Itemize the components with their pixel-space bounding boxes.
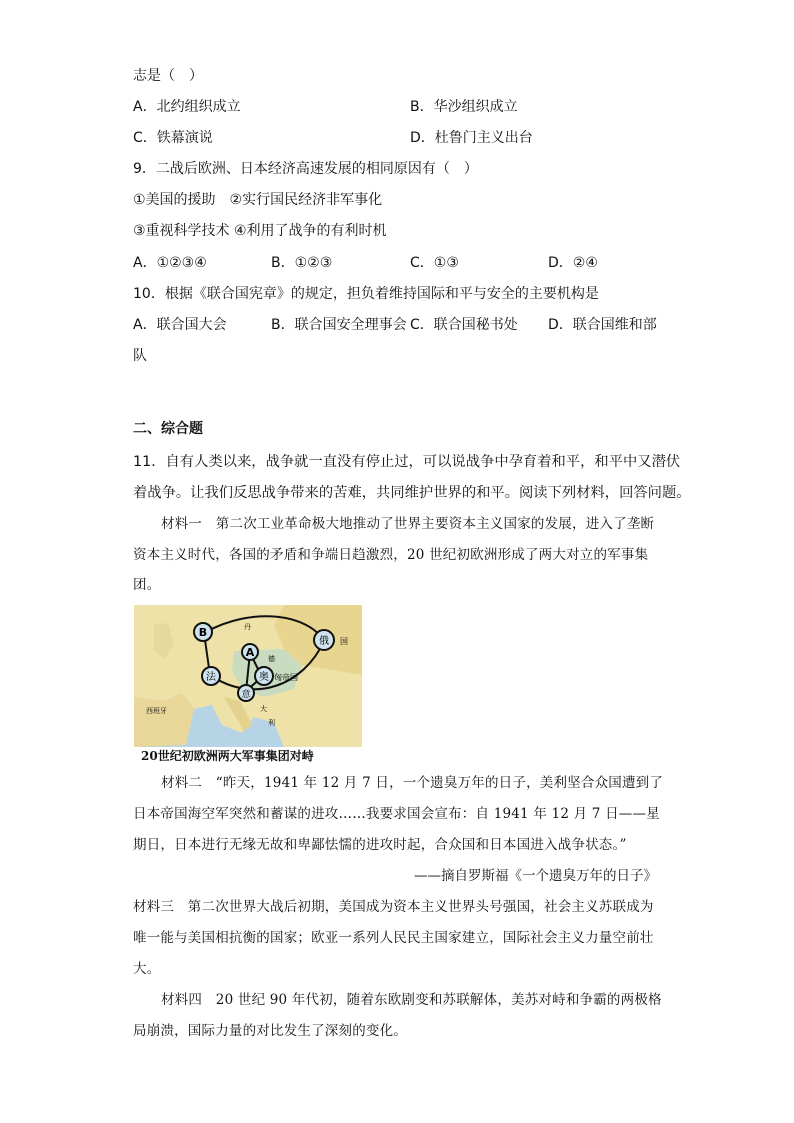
q10-option-d-wrap: 队 [133, 348, 147, 364]
q9-option-b: B．①②③ [271, 255, 333, 271]
q8-option-c: C．铁幕演说 [133, 130, 213, 146]
map-side-label-denmark: 丹 [244, 623, 251, 631]
material-2-line-1: 材料二 “昨天，1941 年 12 月 7 日，一个遗臭万年的日子，美利坚合众国遭到了 [161, 775, 664, 791]
material-1-line-2: 资本主义时代，各国的矛盾和争端日趋激烈，20 世纪初欧洲形成了两大对立的军事集 [133, 547, 649, 563]
q8-option-a: A．北约组织成立 [133, 99, 241, 115]
europe-alliances-map [134, 605, 362, 747]
q9-stem: 9．二战后欧洲、日本经济高速发展的相同原因有（ ） [133, 161, 478, 177]
material-1-line-3: 团。 [133, 577, 161, 593]
map-caption: 20世纪初欧洲两大军事集团对峙 [141, 749, 314, 763]
q10-stem: 10．根据《联合国宪章》的规定，担负着维持国际和平与安全的主要机构是 [133, 286, 599, 302]
material-4-line-2: 局崩溃，国际力量的对比发生了深刻的变化。 [133, 1023, 407, 1039]
q9-items-line-1: ①美国的援助 ②实行国民经济非军事化 [133, 192, 383, 208]
map-side-label-da: 大 [260, 705, 267, 713]
q9-option-c: C．①③ [410, 255, 459, 271]
map-label-france: 法 [206, 672, 216, 683]
material-3-line-2: 唯一能与美国相抗衡的国家；欧亚一系列人民民主国家建立，国际社会主义力量空前壮 [133, 930, 654, 946]
map-side-label-spain: 西班牙 [146, 707, 167, 715]
material-2-line-2: 日本帝国海空军突然和蓄谋的进攻……我要求国会宣布：自 1941 年 12 月 7 日——星 [133, 806, 660, 822]
map-side-label-hungary: 匈帝国 [274, 673, 298, 682]
q9-items-line-2: ③重视科学技术 ④利用了战争的有利时机 [133, 223, 387, 239]
q9-option-d: D．②④ [548, 255, 598, 271]
q8-stem-tail: 志是（ ） [133, 68, 203, 84]
material-3-line-1: 材料三 第二次世界大战后初期，美国成为资本主义世界头号强国，社会主义苏联成为 [133, 899, 654, 915]
map-iberia [134, 693, 194, 747]
map-side-label-guo: 国 [340, 637, 348, 646]
map-side-label-li: 利 [268, 719, 275, 727]
map-label-b: B [198, 626, 208, 639]
q10-option-d: D．联合国维和部 [548, 317, 657, 333]
material-2-line-3: 期日，日本进行无缘无故和卑鄙怯懦的进攻时起，合众国和日本国进入战争状态。” [133, 837, 627, 853]
map-side-label-germany: 德 [268, 655, 275, 663]
q9-option-a: A．①②③④ [133, 255, 207, 271]
q11-stem-line-2: 着战争。让我们反思战争带来的苦难，共同维护世界的和平。阅读下列材料，回答问题。 [133, 485, 691, 501]
map-label-a: A [245, 646, 255, 659]
q10-option-b: B．联合国安全理事会 [271, 317, 407, 333]
section-heading: 二、综合题 [133, 421, 203, 437]
map-label-russia: 俄 [319, 636, 329, 647]
material-4-line-1: 材料四 20 世纪 90 年代初，随着东欧剧变和苏联解体，美苏对峙和争霸的两极格 [161, 992, 662, 1008]
material-3-line-3: 大。 [133, 961, 161, 977]
map-label-italy: 意 [241, 690, 251, 700]
material-2-source: ——摘自罗斯福《一个遗臭万年的日子》 [414, 868, 657, 884]
q10-option-a: A．联合国大会 [133, 317, 227, 333]
q10-option-c: C．联合国秘书处 [410, 317, 518, 333]
q8-option-b: B．华沙组织成立 [410, 99, 518, 115]
map-label-austria: 奥 [259, 672, 269, 683]
q11-stem-line-1: 11．自有人类以来，战争就一直没有停止过，可以说战争中孕育着和平，和平中又潜伏 [133, 454, 681, 470]
material-1-line-1: 材料一 第二次工业革命极大地推动了世界主要资本主义国家的发展，进入了垄断 [161, 516, 655, 532]
q8-option-d: D．杜鲁门主义出台 [410, 130, 533, 146]
